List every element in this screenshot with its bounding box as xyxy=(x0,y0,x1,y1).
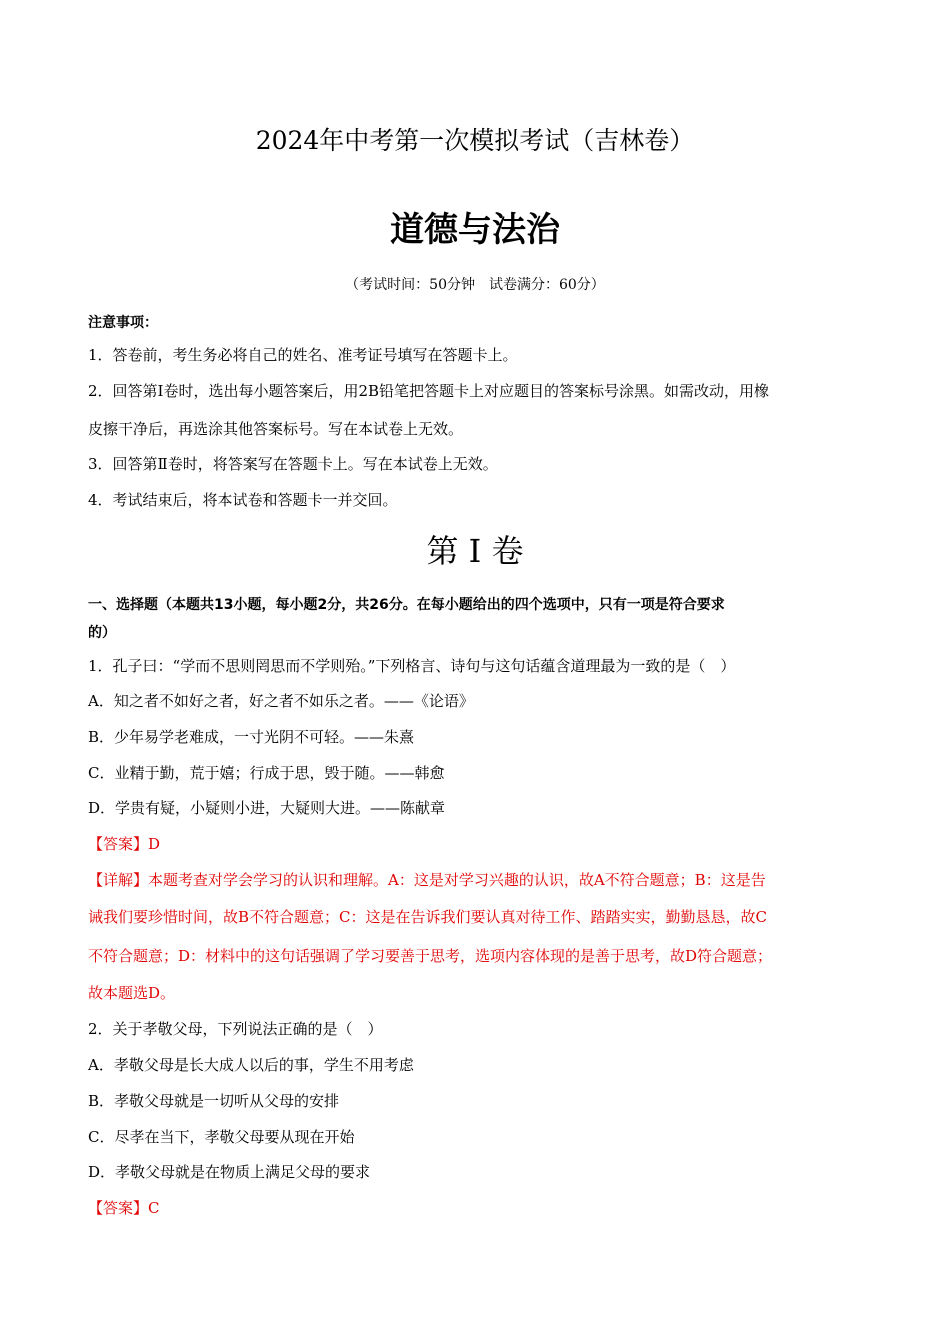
question-1-option-c: C．业精于勤，荒于嬉；行成于思，毁于随。——韩愈 xyxy=(88,764,445,782)
question-1-explain-line-4: 故本题选D。 xyxy=(88,984,176,1002)
subject-title: 道德与法治 xyxy=(390,210,560,250)
question-1-option-b: B．少年易学老难成，一寸光阴不可轻。——朱熹 xyxy=(88,728,415,746)
question-1-explain-line-2: 诫我们要珍惜时间，故B不符合题意；C：这是在告诉我们要认真对待工作、踏踏实实，勤勤恳恳，故C xyxy=(88,908,767,926)
part-heading-cont: 的） xyxy=(88,625,116,641)
exam-info: （考试时间：50分钟 试卷满分：60分） xyxy=(345,277,605,293)
notice-item-3: 3．回答第Ⅱ卷时，将答案写在答题卡上。写在本试卷上无效。 xyxy=(88,455,498,473)
question-1-answer xyxy=(88,833,863,855)
question-1-explain-line-3: 不符合题意；D：材料中的这句话强调了学习要善于思考，选项内容体现的是善于思考，故D符合题意； xyxy=(88,947,773,965)
question-2-stem: 2．关于孝敬父母，下列说法正确的是（ ） xyxy=(88,1020,383,1038)
answer-label: 【答案】 xyxy=(88,835,149,853)
exam-title: 2024年中考第一次模拟考试（吉林卷） xyxy=(255,126,695,155)
question-2-answer xyxy=(88,1197,863,1219)
question-1-option-d: D．学贵有疑，小疑则小进，大疑则大进。——陈献章 xyxy=(88,799,446,817)
section-title: 第 I 卷 xyxy=(426,532,524,570)
notice-item-1: 1．答卷前，考生务必将自己的姓名、准考证号填写在答题卡上。 xyxy=(88,346,518,364)
question-2-option-b: B．孝敬父母就是一切听从父母的安排 xyxy=(88,1092,340,1110)
answer-value: C xyxy=(148,1199,160,1217)
notice-item-4: 4．考试结束后，将本试卷和答题卡一并交回。 xyxy=(88,491,398,509)
answer-value: D xyxy=(148,835,161,853)
question-2-option-d: D．孝敬父母就是在物质上满足父母的要求 xyxy=(88,1163,371,1181)
question-1-stem: 1．孔子曰：“学而不思则罔思而不学则殆。”下列格言、诗句与这句话蕴含道理最为一致的是（ ） xyxy=(88,657,736,675)
explain-label: 【详解】 xyxy=(88,871,149,889)
question-1-option-a: A．知之者不如好之者，好之者不如乐之者。——《论语》 xyxy=(88,692,474,710)
part-heading: 一、选择题（本题共13小题，每小题2分，共26分。在每小题给出的四个选项中，只有一项是符合要求 xyxy=(88,597,725,613)
explain-text: 本题考查对学会学习的认识和理解。A：这是对学习兴趣的认识，故A不符合题意；B：这是告 xyxy=(148,871,766,889)
question-2-option-c: C．尽孝在当下，孝敬父母要从现在开始 xyxy=(88,1128,355,1146)
question-2-option-a: A．孝敬父母是长大成人以后的事，学生不用考虑 xyxy=(88,1056,414,1074)
notice-heading: 注意事项： xyxy=(88,315,158,331)
answer-label: 【答案】 xyxy=(88,1199,149,1217)
notice-item-2: 2．回答第Ⅰ卷时，选出每小题答案后，用2B铅笔把答题卡上对应题目的答案标号涂黑。如需改动，用橡 xyxy=(88,382,770,400)
question-1-explain-line-1 xyxy=(88,869,863,891)
notice-item-2-cont: 皮擦干净后，再选涂其他答案标号。写在本试卷上无效。 xyxy=(88,420,464,438)
